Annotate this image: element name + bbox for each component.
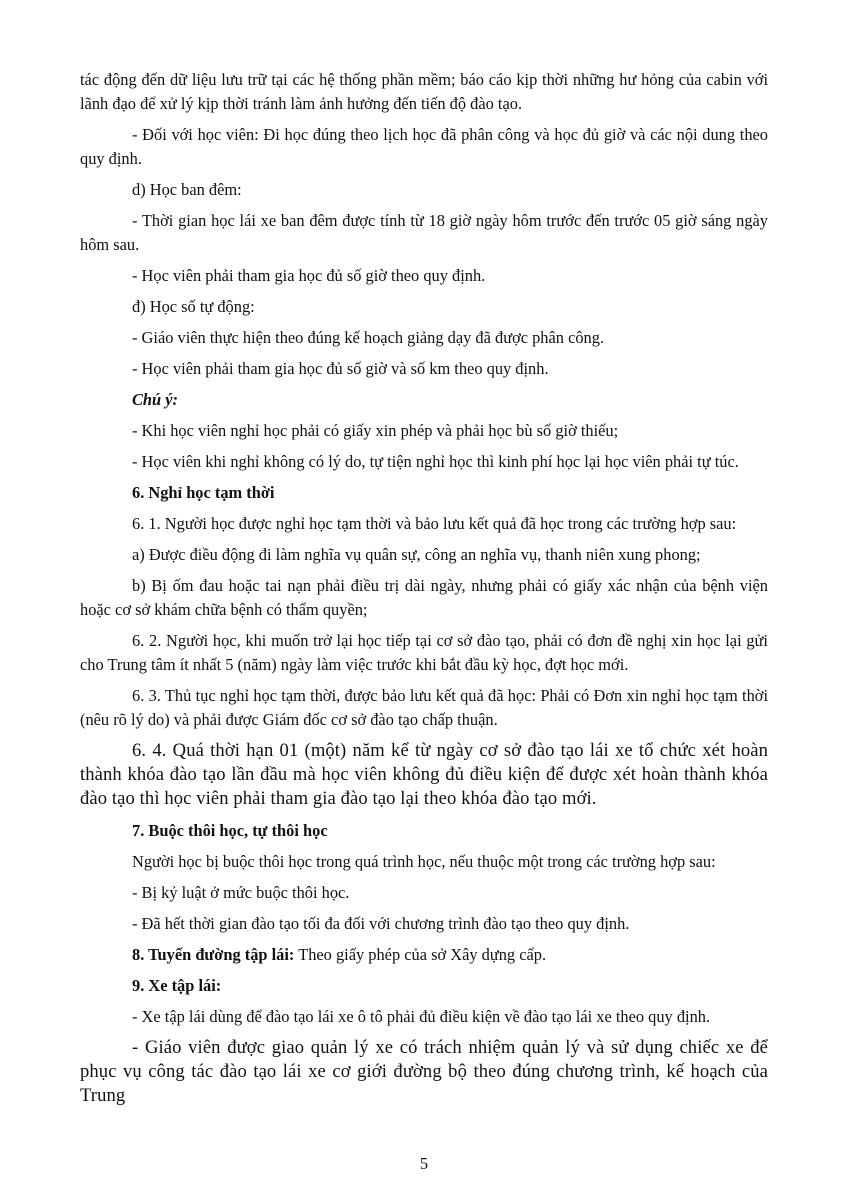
paragraph-6-3: 6. 3. Thủ tục nghỉ học tạm thời, được bảo lưu kết quả đã học: Phải có Đơn xin nghỉ học tạm thời (nêu rõ lý do) và phải được Giám đốc cơ sở đào tạo chấp thuận. <box>80 686 768 729</box>
subheading-night-study: d) Học ban đêm: <box>132 180 242 199</box>
paragraph-cabin-maintenance: tác động đến dữ liệu lưu trữ tại các hệ thống phần mềm; báo cáo kịp thời những hư hỏng của cabin với lãnh đạo để xử lý kịp thời tránh làm ảnh hưởng đến tiến độ đào tạo. <box>80 70 768 113</box>
paragraph-hours-km: - Học viên phải tham gia học đủ số giờ và số km theo quy định. <box>132 359 549 378</box>
paragraph-9-teacher: - Giáo viên được giao quản lý xe có trách nhiệm quản lý và sử dụng chiếc xe để phục vụ công tác đào tạo lái xe cơ giới đường bộ theo đúng chương trình, kế hoạch của Trung <box>80 1037 768 1106</box>
page-number: 5 <box>419 1154 429 1173</box>
paragraph-9-vehicle: - Xe tập lái dùng để đào tạo lái xe ô tô phải đủ điều kiện về đào tạo lái xe theo quy định. <box>132 1007 711 1026</box>
paragraph-6-4: 6. 4. Quá thời hạn 01 (một) năm kể từ ngày cơ sở đào tạo lái xe tổ chức xét hoàn thành khóa đào tạo lần đầu mà học viên không đủ điều kiện để được xét hoàn thành khóa đào tạo thì học viên phải tham gia đào tạo lại theo khóa đào tạo mới. <box>80 740 768 809</box>
subheading-automatic: đ) Học số tự động: <box>132 297 255 316</box>
note-heading: Chú ý: <box>132 390 178 409</box>
section-heading-8: 8. Tuyến đường tập lái: <box>132 945 295 964</box>
section-heading-6: 6. Nghỉ học tạm thời <box>132 483 275 502</box>
paragraph-7-discipline: - Bị kỷ luật ở mức buộc thôi học. <box>132 883 350 902</box>
paragraph-6-1-b: b) Bị ốm đau hoặc tai nạn phải điều trị dài ngày, nhưng phải có giấy xác nhận của bệnh viện hoặc cơ sở khám chữa bệnh có thẩm quyền; <box>80 576 768 619</box>
paragraph-absence-permission: - Khi học viên nghỉ học phải có giấy xin phép và phải học bù số giờ thiếu; <box>132 421 619 440</box>
paragraph-teacher-plan: - Giáo viên thực hiện theo đúng kế hoạch giảng dạy đã được phân công. <box>132 328 605 347</box>
paragraph-7-timeout: - Đã hết thời gian đào tạo tối đa đối với chương trình đào tạo theo quy định. <box>132 914 630 933</box>
paragraph-night-time: - Thời gian học lái xe ban đêm được tính từ 18 giờ ngày hôm trước đến trước 05 giờ sáng ngày hôm sau. <box>80 211 768 254</box>
paragraph-6-1-a: a) Được điều động đi làm nghĩa vụ quân sự, công an nghĩa vụ, thanh niên xung phong; <box>132 545 701 564</box>
paragraph-6-1: 6. 1. Người học được nghỉ học tạm thời và bảo lưu kết quả đã học trong các trường hợp sau: <box>132 514 737 533</box>
paragraph-6-2: 6. 2. Người học, khi muốn trở lại học tiếp tại cơ sở đào tạo, phải có đơn đề nghị xin học lại gửi cho Trung tâm ít nhất 5 (năm) ngày làm việc trước khi bắt đầu kỳ học, đợt học mới. <box>80 631 768 674</box>
section-heading-9: 9. Xe tập lái: <box>132 976 222 995</box>
paragraph-student-duties: - Đối với học viên: Đi học đúng theo lịch học đã phân công và học đủ giờ và các nội dung theo quy định. <box>80 125 768 168</box>
paragraph-night-hours: - Học viên phải tham gia học đủ số giờ theo quy định. <box>132 266 486 285</box>
section-heading-7: 7. Buộc thôi học, tự thôi học <box>132 821 328 840</box>
section-8-text: Theo giấy phép của sở Xây dựng cấp. <box>294 945 547 964</box>
section-8 <box>80 943 768 967</box>
paragraph-7-intro: Người học bị buộc thôi học trong quá trình học, nếu thuộc một trong các trường hợp sau: <box>132 852 716 871</box>
paragraph-absence-cost: - Học viên khi nghỉ không có lý do, tự tiện nghỉ học thì kinh phí học lại học viên phải tự túc. <box>132 452 739 471</box>
